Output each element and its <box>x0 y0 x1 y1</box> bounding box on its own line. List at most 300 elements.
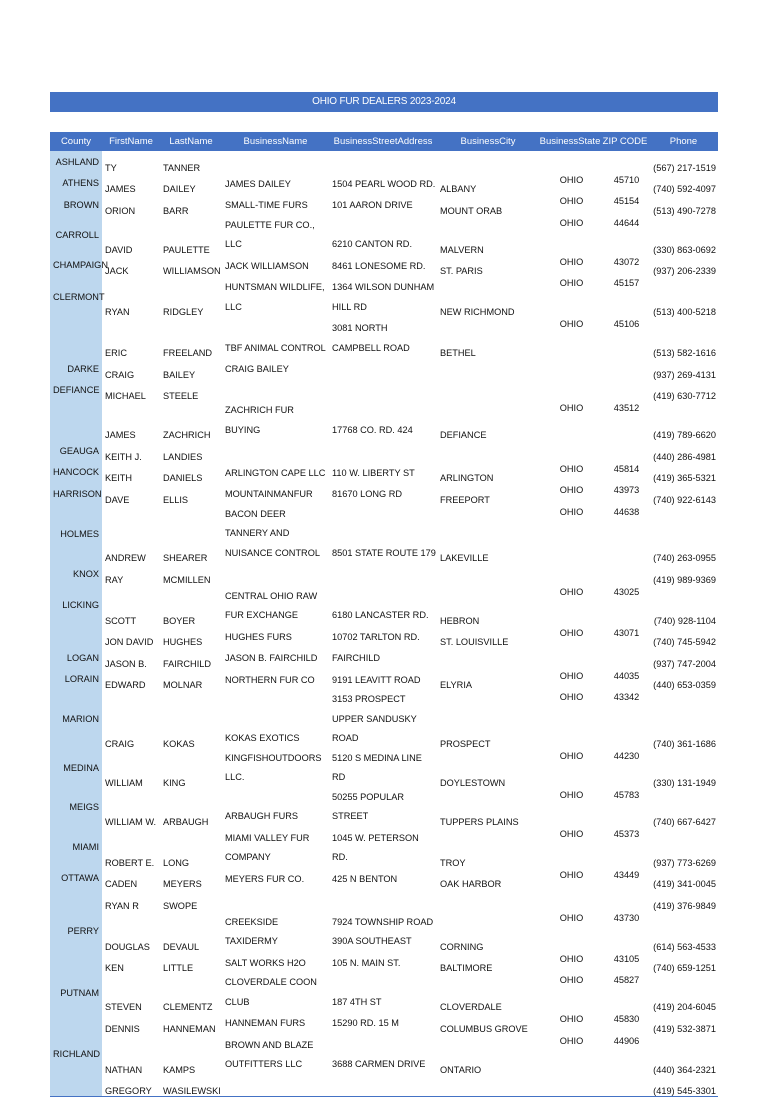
county-cell: ATHENS <box>50 173 102 195</box>
header-row <box>50 132 718 151</box>
first-name-cell: SCOTT <box>105 615 137 626</box>
last-name-cell: DAILEY <box>163 184 196 194</box>
zip-cell <box>601 1075 649 1097</box>
col-header-phone: Phone <box>649 132 718 151</box>
city-cell: BALTIMORE <box>440 963 493 973</box>
street-address-cell <box>329 1075 437 1097</box>
street-address-cell <box>329 889 437 911</box>
street-address-cell: 6180 LANCASTER RD. <box>332 610 429 620</box>
last-name-cell: WASILEWSKI <box>160 1075 222 1097</box>
city-cell: NEW RICHMOND <box>440 307 515 317</box>
state-cell <box>539 563 601 585</box>
last-name-cell: FREELAND <box>163 348 213 358</box>
state-cell: OHIO <box>559 750 584 761</box>
last-name-cell: DEVAUL <box>163 941 200 952</box>
business-name-cell: MEYERS FUR CO. <box>225 873 305 884</box>
col-header-firstname: FirstName <box>102 132 160 151</box>
street-address-cell: 105 N. MAIN ST. <box>332 957 401 968</box>
city-cell <box>437 440 539 462</box>
state-cell <box>539 151 601 173</box>
last-name-cell: ARBAUGH <box>163 816 209 827</box>
city-cell: TROY <box>440 857 466 868</box>
state-cell: OHIO <box>559 403 584 413</box>
table-row <box>50 889 718 911</box>
business-name-cell: HUNTSMAN WILDLIFE, LLC <box>225 282 325 312</box>
phone-cell: (614) 563-4533 <box>653 941 716 952</box>
business-name-cell: CRAIG BAILEY <box>225 364 289 374</box>
county-cell <box>50 626 102 648</box>
zip-cell: 45830 <box>613 1014 640 1024</box>
zip-cell <box>601 358 649 380</box>
table-row <box>50 647 718 669</box>
business-name-cell: ZACHRICH FUR BUYING <box>225 405 294 435</box>
table-row <box>50 151 718 173</box>
sheet-title: OHIO FUR DEALERS 2023-2024 <box>50 92 718 112</box>
state-cell: OHIO <box>559 828 584 839</box>
table-row <box>50 401 718 440</box>
state-cell: OHIO <box>559 278 584 288</box>
county-cell: HARRISON <box>50 483 102 505</box>
city-cell: MALVERN <box>440 244 484 255</box>
county-cell <box>50 317 102 358</box>
table-row <box>50 868 718 890</box>
phone-cell: (419) 376-9849 <box>653 900 716 911</box>
spreadsheet <box>50 92 718 1097</box>
county-cell: MIAMI <box>50 827 102 868</box>
phone-cell: (419) 989-9369 <box>653 574 716 585</box>
business-name-cell: PAULETTE FUR CO., LLC <box>225 219 315 249</box>
phone-cell: (440) 364-2321 <box>653 1064 716 1075</box>
table-row <box>50 827 718 868</box>
county-cell: KNOX <box>50 563 102 585</box>
county-cell: HOLMES <box>50 505 102 564</box>
county-cell: MEIGS <box>50 788 102 827</box>
first-name-cell: JACK <box>105 266 129 276</box>
phone-cell: (937) 747-2004 <box>653 658 716 669</box>
zip-cell: 45373 <box>613 828 640 839</box>
first-name-cell: DAVID <box>105 244 133 255</box>
street-address-cell: 187 4TH ST <box>332 996 382 1007</box>
zip-cell: 43512 <box>613 403 640 413</box>
county-cell <box>50 401 102 440</box>
city-cell: ONTARIO <box>440 1064 482 1075</box>
table-row <box>50 1012 718 1034</box>
business-name-cell: CLOVERDALE COON CLUB <box>225 977 317 1007</box>
business-name-cell: JACK WILLIAMSON <box>225 260 309 271</box>
phone-cell: (419) 789-6620 <box>653 430 716 440</box>
phone-cell: (567) 217-1519 <box>653 162 716 173</box>
last-name-cell: KOKAS <box>163 738 195 749</box>
last-name-cell: BAILEY <box>163 369 196 380</box>
table-row <box>50 216 718 255</box>
last-name-cell: HANNEMAN <box>163 1023 216 1034</box>
zip-cell: 43072 <box>613 256 640 267</box>
business-name-cell <box>222 563 329 585</box>
phone-cell: (419) 532-3871 <box>653 1023 716 1034</box>
phone-cell: (740) 922-6143 <box>653 494 716 505</box>
phone-cell: (419) 204-6045 <box>653 1002 716 1012</box>
first-name-cell: KEITH J. <box>105 451 142 462</box>
street-address-cell: 7924 TOWNSHIP ROAD 390A SOUTHEAST <box>332 916 434 946</box>
phone-cell: (513) 490-7278 <box>653 205 716 216</box>
state-cell: OHIO <box>559 627 584 638</box>
state-cell: OHIO <box>559 196 584 206</box>
col-header-city: BusinessCity <box>437 132 539 151</box>
street-address-cell <box>329 358 437 380</box>
phone-cell: (419) 630-7712 <box>653 391 716 401</box>
street-address-cell: 425 N BENTON <box>332 873 398 884</box>
zip-cell: 44230 <box>613 750 640 761</box>
county-cell: CHAMPAIGN <box>50 255 102 277</box>
col-header-address: BusinessStreetAddress <box>329 132 437 151</box>
city-cell: HEBRON <box>440 615 480 626</box>
business-name-cell: JAMES DAILEY <box>225 178 291 189</box>
first-name-cell: JAMES <box>105 430 136 440</box>
col-header-county: County <box>50 132 102 151</box>
business-name-cell: ARLINGTON CAPE LLC <box>225 467 326 478</box>
phone-cell: (419) 545-3301 <box>649 1075 718 1097</box>
zip-cell: 43025 <box>613 586 640 597</box>
county-cell: PUTNAM <box>50 973 102 1012</box>
county-cell: LICKING <box>50 585 102 626</box>
city-cell: OAK HARBOR <box>440 879 502 889</box>
zip-cell: 45157 <box>613 278 640 288</box>
last-name-cell: BARR <box>163 205 189 216</box>
state-cell: OHIO <box>559 975 584 985</box>
table-row <box>50 462 718 484</box>
table-row <box>50 749 718 788</box>
table-row <box>50 690 718 749</box>
phone-cell: (740) 928-1104 <box>653 615 716 626</box>
street-address-cell <box>329 151 437 173</box>
table-row <box>50 483 718 505</box>
street-address-cell: 8461 LONESOME RD. <box>332 260 426 271</box>
zip-cell: 43449 <box>613 869 640 880</box>
business-name-cell: MOUNTAINMANFUR <box>225 489 313 499</box>
county-cell: CARROLL <box>50 216 102 255</box>
zip-cell: 43071 <box>613 627 640 638</box>
table-row <box>50 952 718 974</box>
zip-cell: 45827 <box>613 975 640 985</box>
street-address-cell: 3081 NORTH CAMPBELL ROAD <box>332 323 410 353</box>
state-cell: OHIO <box>559 789 584 800</box>
county-cell <box>50 1075 102 1097</box>
last-name-cell: DANIELS <box>163 473 203 483</box>
table-row <box>50 380 718 402</box>
street-address-cell: 1504 PEARL WOOD RD. <box>332 178 436 189</box>
first-name-cell: ANDREW <box>105 553 146 563</box>
phone-cell: (937) 269-4131 <box>653 369 716 380</box>
first-name-cell: JAMES <box>105 184 136 194</box>
last-name-cell: RIDGLEY <box>163 307 204 317</box>
phone-cell: (937) 773-6269 <box>653 857 716 868</box>
county-cell: RICHLAND <box>50 1034 102 1075</box>
last-name-cell: LITTLE <box>163 963 194 973</box>
table-row <box>50 194 718 216</box>
table-row <box>50 255 718 277</box>
phone-cell: (419) 341-0045 <box>653 879 716 889</box>
zip-cell: 45154 <box>613 196 640 206</box>
city-cell: MOUNT ORAB <box>440 205 503 216</box>
county-cell: GEAUGA <box>50 440 102 462</box>
col-header-zip: ZIP CODE <box>601 132 649 151</box>
city-cell: ST. PARIS <box>440 266 483 276</box>
state-cell: OHIO <box>559 463 584 474</box>
business-name-cell: CREEKSIDE TAXIDERMY <box>225 916 279 946</box>
city-cell <box>437 1075 539 1097</box>
last-name-cell: STEELE <box>163 391 199 401</box>
street-address-cell <box>329 380 437 402</box>
first-name-cell: GREGORY <box>102 1075 160 1097</box>
phone-cell: (330) 863-0692 <box>653 244 716 255</box>
table-row <box>50 505 718 564</box>
first-name-cell: WILLIAM W. <box>105 816 157 827</box>
table-row <box>50 585 718 626</box>
table-row <box>50 973 718 1012</box>
last-name-cell: ZACHRICH <box>163 430 211 440</box>
state-cell: OHIO <box>559 912 584 923</box>
table-row <box>50 1034 718 1075</box>
first-name-cell: ROBERT E. <box>105 857 155 868</box>
street-address-cell: 5120 S MEDINA LINE RD <box>332 752 422 782</box>
zip-cell: 45783 <box>613 789 640 800</box>
state-cell: OHIO <box>559 692 584 702</box>
zip-cell <box>601 563 649 585</box>
county-cell <box>50 1012 102 1034</box>
first-name-cell: KEN <box>105 963 124 973</box>
state-cell: OHIO <box>559 217 584 228</box>
first-name-cell: WILLIAM <box>105 777 143 788</box>
city-cell: BETHEL <box>440 348 476 358</box>
county-cell: HANCOCK <box>50 462 102 484</box>
phone-cell: (419) 365-5321 <box>653 473 716 483</box>
business-name-cell: ARBAUGH FURS <box>225 811 298 821</box>
street-address-cell: 10702 TARLTON RD. <box>332 631 420 642</box>
county-cell: PERRY <box>50 911 102 952</box>
last-name-cell: LANDIES <box>163 451 203 462</box>
county-cell: LOGAN <box>50 647 102 669</box>
first-name-cell: MICHAEL <box>105 391 146 401</box>
phone-cell: (440) 653-0359 <box>653 680 716 690</box>
first-name-cell: DOUGLAS <box>105 941 150 952</box>
first-name-cell: RYAN R <box>105 900 139 911</box>
last-name-cell: BOYER <box>163 615 196 626</box>
city-cell: CLOVERDALE <box>440 1002 502 1012</box>
business-name-cell: SALT WORKS H2O <box>225 957 306 968</box>
state-cell: OHIO <box>559 953 584 964</box>
zip-cell: 43105 <box>613 953 640 964</box>
zip-cell: 43973 <box>613 485 640 495</box>
col-header-businessname: BusinessName <box>222 132 329 151</box>
phone-cell: (740) 592-4097 <box>653 184 716 194</box>
county-cell: LORAIN <box>50 669 102 691</box>
first-name-cell: EDWARD <box>105 680 146 690</box>
title-spacer <box>50 112 718 132</box>
first-name-cell: CRAIG <box>105 738 135 749</box>
city-cell: FREEPORT <box>440 494 490 505</box>
zip-cell <box>601 151 649 173</box>
city-cell: COLUMBUS GROVE <box>440 1023 528 1034</box>
county-cell: MARION <box>50 690 102 749</box>
city-cell: ELYRIA <box>440 680 472 690</box>
city-cell: CORNING <box>440 941 484 952</box>
table-row <box>50 173 718 195</box>
state-cell <box>539 647 601 669</box>
business-name-cell <box>222 440 329 462</box>
last-name-cell: WILLIAMSON <box>163 266 221 276</box>
first-name-cell: ERIC <box>105 348 127 358</box>
business-name-cell: MIAMI VALLEY FUR COMPANY <box>225 832 310 862</box>
business-name-cell: BROWN AND BLAZE OUTFITTERS LLC <box>225 1039 314 1069</box>
state-cell: OHIO <box>559 670 584 681</box>
city-cell: ARLINGTON <box>440 473 494 483</box>
street-address-cell: FAIRCHILD <box>332 653 380 663</box>
table-row <box>50 317 718 358</box>
business-name-cell: JASON B. FAIRCHILD <box>225 653 318 663</box>
first-name-cell: RAY <box>105 574 124 585</box>
last-name-cell: MCMILLEN <box>163 574 211 585</box>
last-name-cell: ELLIS <box>163 494 189 505</box>
first-name-cell: STEVEN <box>105 1002 142 1012</box>
table-row <box>50 358 718 380</box>
table-row <box>50 626 718 648</box>
state-cell: OHIO <box>559 319 584 329</box>
last-name-cell: MOLNAR <box>163 680 203 690</box>
zip-cell <box>601 440 649 462</box>
first-name-cell: KEITH <box>105 473 133 483</box>
street-address-cell: 1364 WILSON DUNHAM HILL RD <box>332 282 435 312</box>
last-name-cell: PAULETTE <box>163 244 210 255</box>
city-cell <box>437 889 539 911</box>
zip-cell: 43730 <box>613 912 640 923</box>
state-cell: OHIO <box>559 1014 584 1024</box>
last-name-cell: KING <box>163 777 186 788</box>
zip-cell <box>601 647 649 669</box>
street-address-cell: 6210 CANTON RD. <box>332 239 412 249</box>
county-cell: OTTAWA <box>50 868 102 890</box>
table-row <box>50 669 718 691</box>
table-row <box>50 788 718 827</box>
business-name-cell: KINGFISHOUTDOORS LLC. <box>225 752 322 782</box>
state-cell: OHIO <box>559 586 584 597</box>
first-name-cell: DENNIS <box>105 1023 140 1034</box>
first-name-cell: CRAIG <box>105 369 135 380</box>
col-header-state: BusinessState <box>539 132 601 151</box>
business-name-cell: HANNEMAN FURS <box>225 1018 306 1028</box>
city-cell <box>437 647 539 669</box>
business-name-cell: CENTRAL OHIO RAW FUR EXCHANGE <box>225 590 318 620</box>
state-cell: OHIO <box>559 174 584 185</box>
business-name-cell: SMALL-TIME FURS <box>225 200 308 210</box>
dealers-table <box>50 132 718 1097</box>
business-name-cell <box>222 889 329 911</box>
street-address-cell: 50255 POPULAR STREET <box>332 791 405 821</box>
last-name-cell: SWOPE <box>163 900 198 911</box>
first-name-cell: JON DAVID <box>105 637 154 647</box>
last-name-cell: CLEMENTZ <box>163 1002 213 1012</box>
business-name-cell: TBF ANIMAL CONTROL <box>225 342 326 353</box>
city-cell <box>437 380 539 402</box>
last-name-cell: KAMPS <box>163 1064 196 1075</box>
city-cell: DEFIANCE <box>440 430 487 440</box>
business-name-cell: KOKAS EXOTICS <box>225 733 300 743</box>
county-cell: BROWN <box>50 194 102 216</box>
first-name-cell: NATHAN <box>105 1064 143 1075</box>
phone-cell: (740) 667-6427 <box>653 816 716 827</box>
business-name-cell <box>222 380 329 402</box>
street-address-cell: 110 W. LIBERTY ST <box>332 467 415 478</box>
phone-cell: (740) 745-5942 <box>653 637 716 647</box>
zip-cell: 44644 <box>613 217 640 228</box>
street-address-cell: 8501 STATE ROUTE 179 <box>332 547 436 558</box>
zip-cell: 43342 <box>613 692 640 702</box>
business-name-cell: BACON DEER TANNERY AND NUISANCE CONTROL <box>225 508 320 558</box>
city-cell: ST. LOUISVILLE <box>440 637 509 647</box>
table-row <box>50 563 718 585</box>
phone-cell: (513) 582-1616 <box>653 348 716 358</box>
state-cell <box>539 440 601 462</box>
zip-cell <box>601 889 649 911</box>
first-name-cell: DAVE <box>105 494 130 505</box>
last-name-cell: HUGHES <box>163 637 203 647</box>
state-cell <box>539 358 601 380</box>
phone-cell: (740) 263-0955 <box>653 553 716 563</box>
street-address-cell: 1045 W. PETERSON RD. <box>332 832 419 862</box>
street-address-cell <box>329 563 437 585</box>
street-address-cell: 3153 PROSPECT UPPER SANDUSKY ROAD <box>332 694 417 743</box>
street-address-cell: 9191 LEAVITT ROAD <box>332 674 421 685</box>
first-name-cell: TY <box>105 162 117 173</box>
last-name-cell: FAIRCHILD <box>163 658 211 669</box>
state-cell <box>539 380 601 402</box>
city-cell: ALBANY <box>440 184 477 194</box>
zip-cell: 44638 <box>613 506 640 517</box>
county-cell <box>50 952 102 974</box>
table-row <box>50 1075 718 1097</box>
business-name-cell: HUGHES FURS <box>225 631 292 642</box>
table-row <box>50 911 718 952</box>
city-cell <box>437 151 539 173</box>
zip-cell: 44035 <box>613 670 640 681</box>
first-name-cell: RYAN <box>105 307 130 317</box>
phone-cell: (740) 361-1686 <box>653 738 716 749</box>
city-cell <box>437 358 539 380</box>
city-cell <box>437 563 539 585</box>
zip-cell: 44906 <box>613 1035 640 1046</box>
county-cell: MEDINA <box>50 749 102 788</box>
state-cell: OHIO <box>559 506 584 517</box>
street-address-cell: 15290 RD. 15 M <box>332 1018 399 1028</box>
city-cell: TUPPERS PLAINS <box>440 816 519 827</box>
business-name-cell <box>222 151 329 173</box>
phone-cell: (440) 286-4981 <box>653 451 716 462</box>
county-cell: DEFIANCE <box>50 380 102 402</box>
state-cell: OHIO <box>559 485 584 495</box>
phone-cell: (740) 659-1251 <box>653 963 716 973</box>
city-cell: PROSPECT <box>440 738 491 749</box>
zip-cell <box>601 380 649 402</box>
county-cell: ASHLAND <box>50 151 102 173</box>
table-row <box>50 276 718 317</box>
phone-cell: (513) 400-5218 <box>653 307 716 317</box>
zip-cell: 45106 <box>613 319 640 329</box>
county-cell: CLERMONT <box>50 276 102 317</box>
phone-cell: (330) 131-1949 <box>653 777 716 788</box>
zip-cell: 45814 <box>613 463 640 474</box>
last-name-cell: LONG <box>163 857 190 868</box>
last-name-cell: MEYERS <box>163 879 202 889</box>
first-name-cell: ORION <box>105 205 136 216</box>
